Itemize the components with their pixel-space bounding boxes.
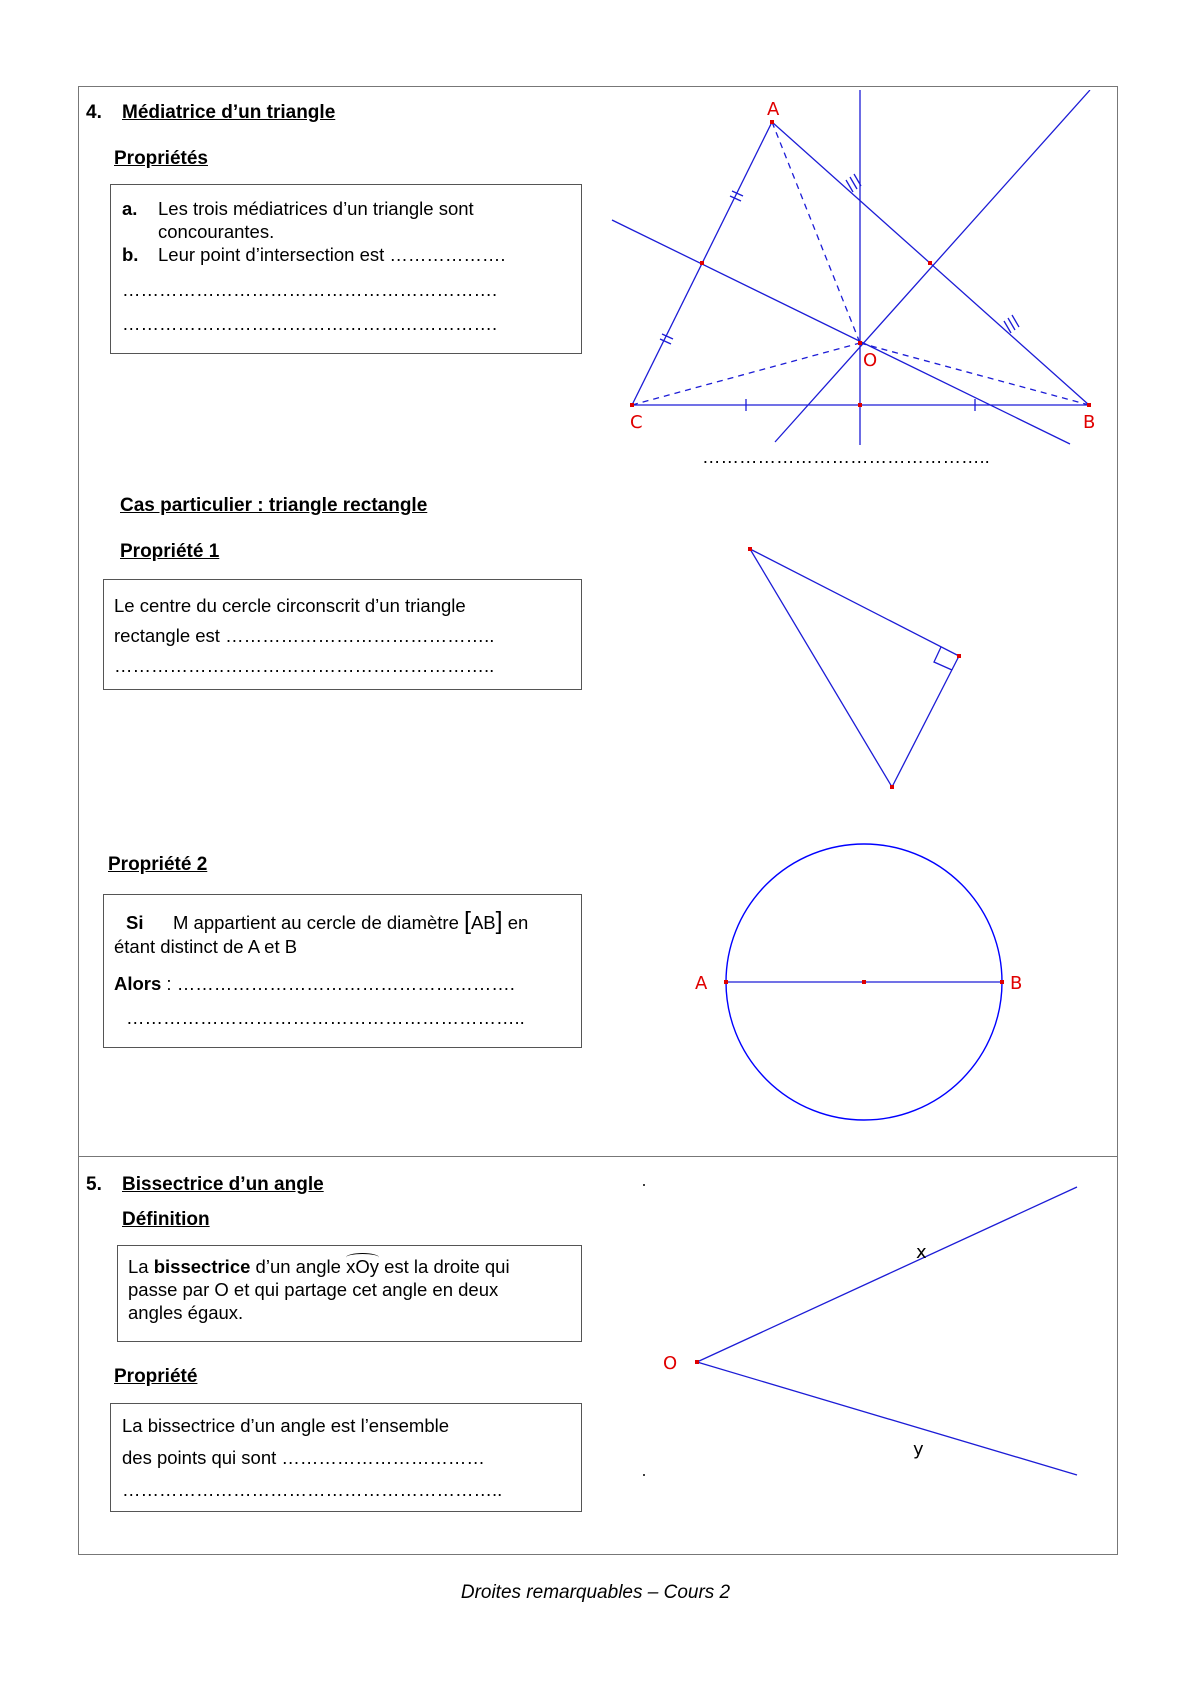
prop2-text-3: [114, 972, 515, 995]
special-case-heading: Cas particulier : triangle rectangle: [120, 495, 428, 516]
dashed-ao: [772, 122, 860, 343]
prop5-text-1: La bissectrice d’un angle est l’ensemble: [122, 1415, 450, 1436]
def-text-1d: est la droite qui: [378, 1256, 510, 1277]
section5-title: Bissectrice d’un angle: [122, 1174, 324, 1195]
page-footer: Droites remarquables – Cours 2: [460, 1582, 731, 1603]
prop5-text-3: ……………………………………………………..: [122, 1479, 503, 1500]
triangle-bisectors-figure: [600, 90, 1100, 490]
definition-box: [117, 1245, 582, 1342]
prop-b-label: b.: [122, 244, 139, 265]
prop2-ab: AB: [470, 912, 496, 933]
prop-a-label: a.: [122, 198, 138, 219]
section5-number: 5.: [86, 1174, 102, 1195]
prop1-text-1: Le centre du cercle circonscrit d’un triangle: [114, 595, 466, 616]
figure-caption-blank: ………………………………………..: [702, 446, 990, 467]
def-text-3: angles égaux.: [128, 1302, 244, 1323]
prop1-heading: Propriété 1: [120, 541, 220, 562]
definition-heading: Définition: [122, 1209, 210, 1230]
property-box: [110, 1403, 582, 1512]
def-text-2: passe par O et qui partage cet angle en deux: [128, 1279, 499, 1300]
prop2-box: [103, 894, 582, 1048]
ray-ox: [697, 1187, 1077, 1362]
properties-heading: Propriétés: [114, 148, 208, 169]
bisector-ab: [775, 90, 1090, 442]
bracket-open: [: [464, 907, 471, 935]
bisector-ac: [612, 220, 1070, 444]
prop-a-text-2: concourantes.: [158, 221, 275, 242]
section4-title: Médiatrice d’un triangle: [122, 102, 336, 123]
label-b: B: [1083, 412, 1096, 433]
prop2-heading: Propriété 2: [108, 854, 208, 875]
angle-label-x: x: [916, 1242, 927, 1263]
prop2-alors: Alors: [114, 973, 162, 994]
section-divider: [78, 1156, 1118, 1157]
circle-label-b: B: [1010, 973, 1023, 994]
def-angle-text: xOy: [346, 1256, 379, 1277]
def-angle: [346, 1255, 379, 1278]
prop2-text-1a: M appartient au cercle de diamètre: [173, 912, 465, 933]
prop5-text-2: des points qui sont ……………………………: [122, 1447, 485, 1468]
label-c: C: [630, 412, 643, 433]
ray-oy: [697, 1362, 1077, 1475]
angle-hat: [346, 1253, 379, 1262]
prop2-text-2: étant distinct de A et B: [114, 936, 298, 957]
prop2-text-1: [173, 907, 529, 935]
dashed-co: [632, 343, 860, 405]
property-heading: Propriété: [114, 1366, 198, 1387]
right-tri-side-2: [892, 656, 959, 787]
bracket-close: ]: [495, 907, 503, 935]
def-text-1a: La: [128, 1256, 154, 1277]
blank-line-2: …………………………………………………….: [122, 313, 498, 334]
def-text-1: [128, 1255, 510, 1278]
properties-box: [110, 184, 582, 354]
prop2-alors-blank: : ……………………………………………….: [161, 973, 515, 994]
prop-b-text: Leur point d’intersection est ……………….: [158, 244, 506, 265]
angle-label-y: y: [913, 1439, 924, 1460]
prop-a-text-1: Les trois médiatrices d’un triangle sont: [158, 198, 474, 219]
blank-line-1: …………………………………………………….: [122, 279, 498, 300]
prop1-text-3: ……………………………………………………..: [114, 655, 495, 676]
label-o: O: [863, 350, 878, 371]
def-text-1c: d’un angle: [250, 1256, 347, 1277]
circle-label-a: A: [695, 973, 708, 994]
prop1-box: [103, 579, 582, 690]
prop2-text-1b: en: [502, 912, 529, 933]
circle-diameter-figure: [680, 830, 1040, 1130]
prop2-text-4: ………………………………………………………..: [126, 1007, 525, 1028]
def-bissectrice: bissectrice: [153, 1256, 251, 1277]
angle-figure: [630, 1170, 1100, 1490]
right-triangle-figure: [700, 520, 1000, 800]
prop1-text-2: rectangle est ……………………………………..: [114, 625, 495, 646]
label-a: A: [767, 99, 780, 120]
angle-label-o: O: [663, 1353, 678, 1374]
prop2-si: Si: [126, 912, 144, 933]
section4-number: 4.: [86, 102, 102, 123]
